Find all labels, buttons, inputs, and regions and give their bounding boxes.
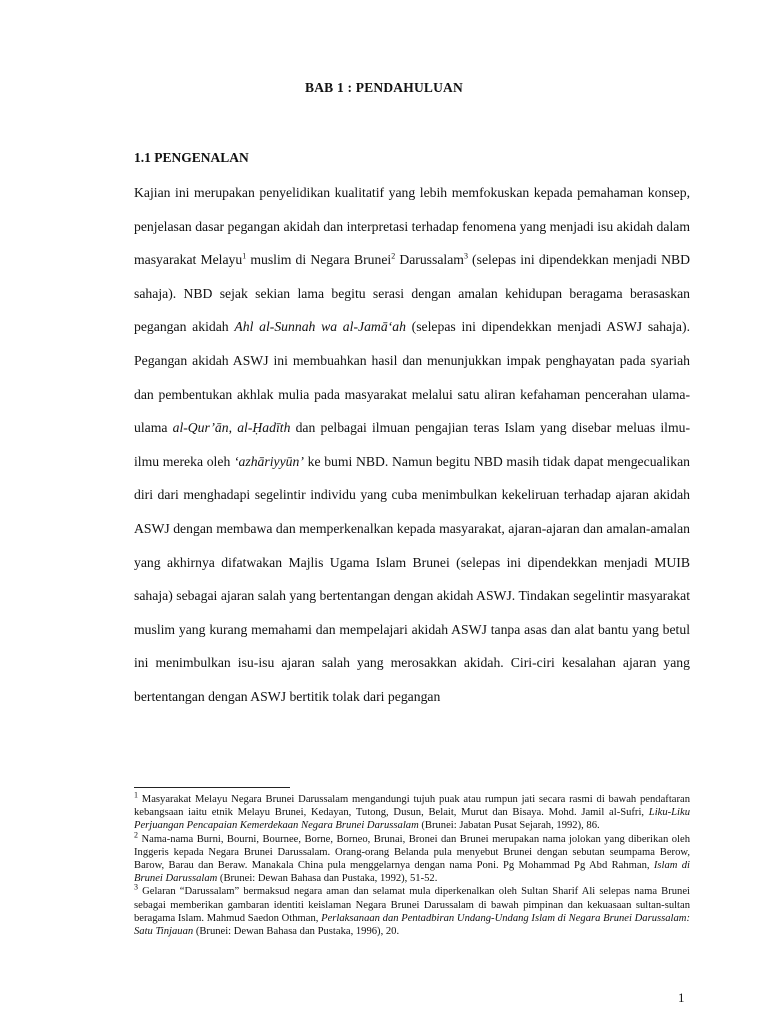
footnote-text: Masyarakat Melayu Negara Brunei Darussalam mengandungi tujuh puak atau rumpun jati secara rasmi di bawah pendaftaran kebangsaan iaitu etnik Melayu Brunei, Kedayan, Tutong, Dusun, Belait, Murut dan Bisaya. Mohd. Jamil al-Sufri, bbox=[134, 794, 690, 819]
term-aswj: Ahl al-Sunnah wa al-Jamā‘ah bbox=[234, 319, 406, 335]
body-text-6: , bbox=[228, 420, 238, 436]
body-text-4: (selepas ini dipendekkan menjadi NBD sahaja). NBD sejak sekian lama begitu serasi dengan amalan kehidupan beragama berasaskan pegangan akidah bbox=[134, 252, 690, 335]
page-number: 1 bbox=[678, 990, 685, 1005]
body-text-2: muslim di Negara Brunei bbox=[246, 252, 392, 268]
footnote-2 bbox=[134, 830, 690, 886]
body-paragraph bbox=[134, 176, 690, 714]
footnote-number: 3 bbox=[134, 882, 138, 892]
footnotes bbox=[134, 790, 690, 938]
footnote-number: 1 bbox=[134, 790, 138, 800]
footnote-number: 2 bbox=[134, 830, 138, 840]
footnote-3 bbox=[134, 882, 690, 938]
footnote-text: (Brunei: Dewan Bahasa dan Pustaka, 1992), 51-52. bbox=[217, 873, 438, 885]
footnote-text: Nama-nama Burni, Bourni, Bournee, Borne, Borneo, Brunai, Bronei dan Brunei merupakan nama jolokan yang diberikan oleh Inggeris kepada Negara Brunei Darussalam. Orang-orang Belanda pula menyebut Brunei dengan sebutan seumpama Berow, Barow, Barau dan Beraw. Manakala China pula menggelarnya dengan nama Poni. Pg Mohammad Pg Abd Rahman, bbox=[134, 833, 690, 872]
footnote-text: (Brunei: Jabatan Pusat Sejarah, 1992), 86. bbox=[418, 820, 600, 832]
body-text-8: ke bumi NBD. Namun begitu NBD masih tidak dapat mengecualikan diri dari menghadapi segelintir individu yang cuba menimbulkan kekeliruan terhadap ajaran akidah ASWJ dengan membawa dan memperkenalkan kepada masyarakat, ajaran-ajaran dan amalan-amalan yang akhirnya difatwakan Majlis Ugama Islam Brunei (selepas ini dipendekkan menjadi MUIB sahaja) sebagai ajaran salah yang bertentangan dengan akidah ASWJ. Tindakan segelintir masyarakat muslim yang kurang memahami dan mempelajari akidah ASWJ tanpa asas dan alat bantu yang betul ini menimbulkan isu-isu ajaran salah yang merosakkan akidah. Ciri-ciri kesalahan ajaran yang bertentangan dengan ASWJ bertitik tolak dari pegangan bbox=[134, 453, 690, 704]
footnote-ref-3: 3 bbox=[463, 251, 468, 261]
term-azhariyyun: ‘azhāriyyūn’ bbox=[233, 453, 304, 469]
footnote-text: (Brunei: Dewan Bahasa dan Pustaka, 1996), 20. bbox=[193, 926, 400, 938]
chapter-title: BAB 1 : PENDAHULUAN bbox=[305, 80, 463, 95]
footnote-1 bbox=[134, 790, 690, 833]
footnote-ref-1: 1 bbox=[242, 251, 247, 261]
footnote-title: Perlaksanaan dan Pentadbiran Undang-Undang Islam di Negara Brunei Darussalam: Satu Tinjauan bbox=[134, 912, 690, 938]
body-text-3: Darussalam bbox=[395, 252, 464, 268]
footnote-text: Gelaran “Darussalam” bermaksud negara aman dan selamat mula diperkenalkan oleh Sultan Sharif Ali selepas nama Brunei sebagai memberikan gambaran identiti keislaman Negara Brunei Darussalam di bawah pimpinan dan kekuasaan sultan-sultan beragama Islam. Mahmud Saedon Othman, bbox=[134, 886, 690, 924]
body-text-1: Kajian ini merupakan penyelidikan kualitatif yang lebih memfokuskan kepada pemahaman konsep, penjelasan dasar pegangan akidah dan interpretasi terhadap fenomena yang menjadi isu akidah dalam masyarakat Melayu bbox=[134, 185, 690, 268]
footnote-ref-2: 2 bbox=[391, 251, 396, 261]
footnote-title: Islam di Brunei Darussalam bbox=[134, 860, 690, 885]
section-heading: 1.1 PENGENALAN bbox=[134, 150, 249, 165]
footnote-separator bbox=[134, 787, 290, 788]
term-quran: al-Qur’ān bbox=[172, 420, 229, 436]
body-text-5: (selepas ini dipendekkan menjadi ASWJ sahaja). Pegangan akidah ASWJ ini membuahkan hasil dan menunjukkan impak penghayatan pada syariah dan pembentukan akhlak mulia pada masyarakat melalui satu aliran kefahaman pencerahan ulama-ulama bbox=[134, 319, 690, 436]
body-text-7: dan pelbagai ilmuan pengajian teras Islam yang disebar meluas ilmu-ilmu mereka oleh bbox=[134, 420, 691, 469]
term-hadith: al-Ḥadīth bbox=[237, 420, 291, 436]
footnote-title: Liku-Liku Perjuangan Pencapaian Kemerdekaan Negara Brunei Darussalam bbox=[134, 807, 690, 832]
